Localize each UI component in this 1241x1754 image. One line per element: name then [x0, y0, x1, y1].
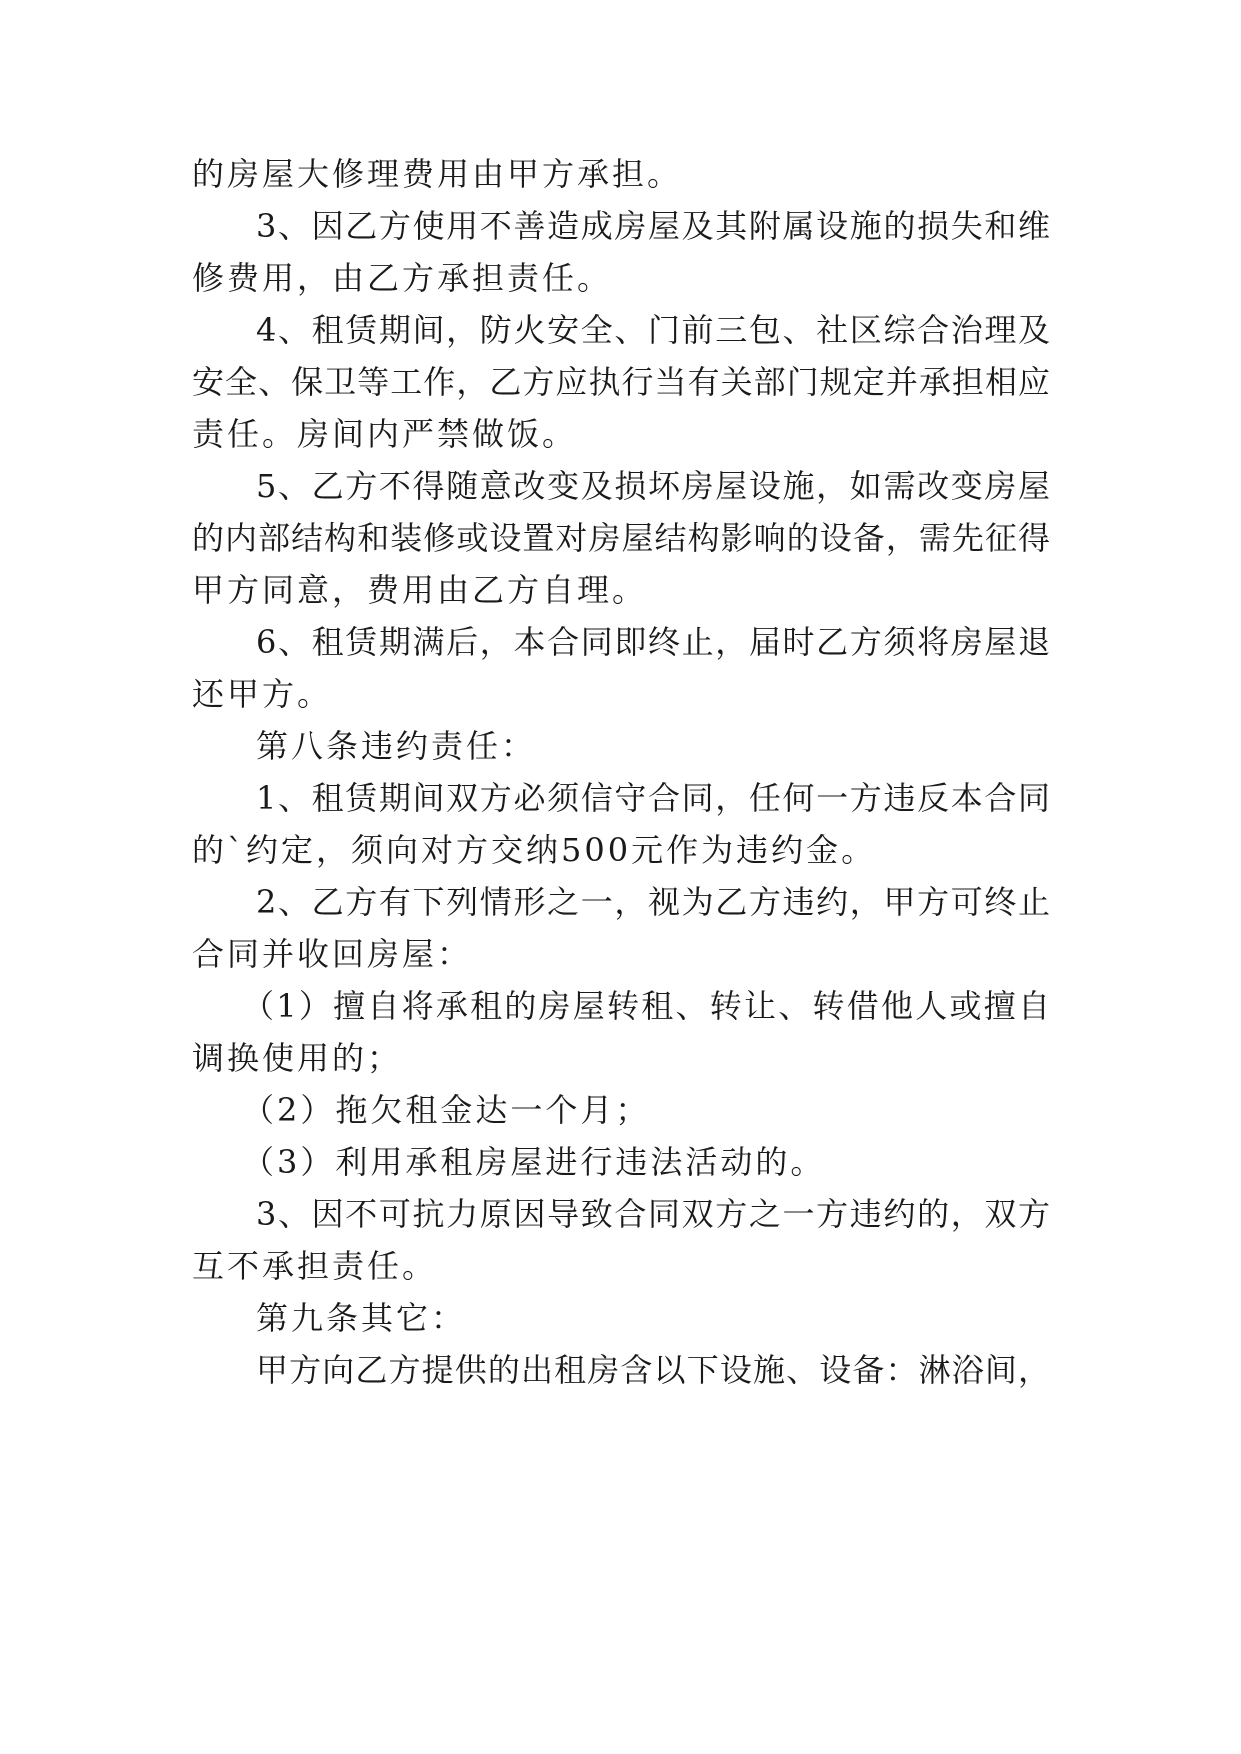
text-line: 调换使用的；: [192, 1039, 403, 1077]
section-heading: 第九条其它：: [256, 1299, 467, 1337]
text-line: （3）利用承租房屋进行违法活动的。: [242, 1143, 826, 1181]
text-line: （1）擅自将承租的房屋转租、转让、转借他人或擅自: [242, 987, 1050, 1025]
text-line: （2）拖欠租金达一个月；: [242, 1091, 651, 1129]
text-line: 2、乙方有下列情形之一，视为乙方违约，甲方可终止: [256, 883, 1050, 921]
text-line: 3、因不可抗力原因导致合同双方之一方违约的，双方: [256, 1195, 1050, 1233]
text-line: 合同并收回房屋：: [192, 935, 473, 973]
text-line: 安全、保卫等工作，乙方应执行当有关部门规定并承担相应: [192, 363, 1050, 401]
text-line: 修费用，由乙方承担责任。: [192, 259, 613, 297]
text-line: 3、因乙方使用不善造成房屋及其附属设施的损失和维: [256, 207, 1050, 245]
text-line: 的房屋大修理费用由甲方承担。: [192, 155, 683, 193]
text-line: 1、租赁期间双方必须信守合同，任何一方违反本合同: [256, 779, 1050, 817]
text-line: 责任。房间内严禁做饭。: [192, 415, 578, 453]
text-line: 还甲方。: [192, 675, 333, 713]
text-line: 4、租赁期间，防火安全、门前三包、社区综合治理及: [256, 311, 1050, 349]
text-line: 甲方向乙方提供的出租房含以下设施、设备：淋浴间，: [256, 1351, 1050, 1389]
text-line: 甲方同意，费用由乙方自理。: [192, 571, 648, 609]
text-line: 的`约定，须向对方交纳500元作为违约金。: [192, 831, 877, 869]
section-heading: 第八条违约责任：: [256, 727, 537, 765]
text-line: 的内部结构和装修或设置对房屋结构影响的设备，需先征得: [192, 519, 1050, 557]
text-line: 互不承担责任。: [192, 1247, 438, 1285]
text-line: 5、乙方不得随意改变及损坏房屋设施，如需改变房屋: [256, 467, 1050, 505]
text-line: 6、租赁期满后，本合同即终止，届时乙方须将房屋退: [256, 623, 1050, 661]
